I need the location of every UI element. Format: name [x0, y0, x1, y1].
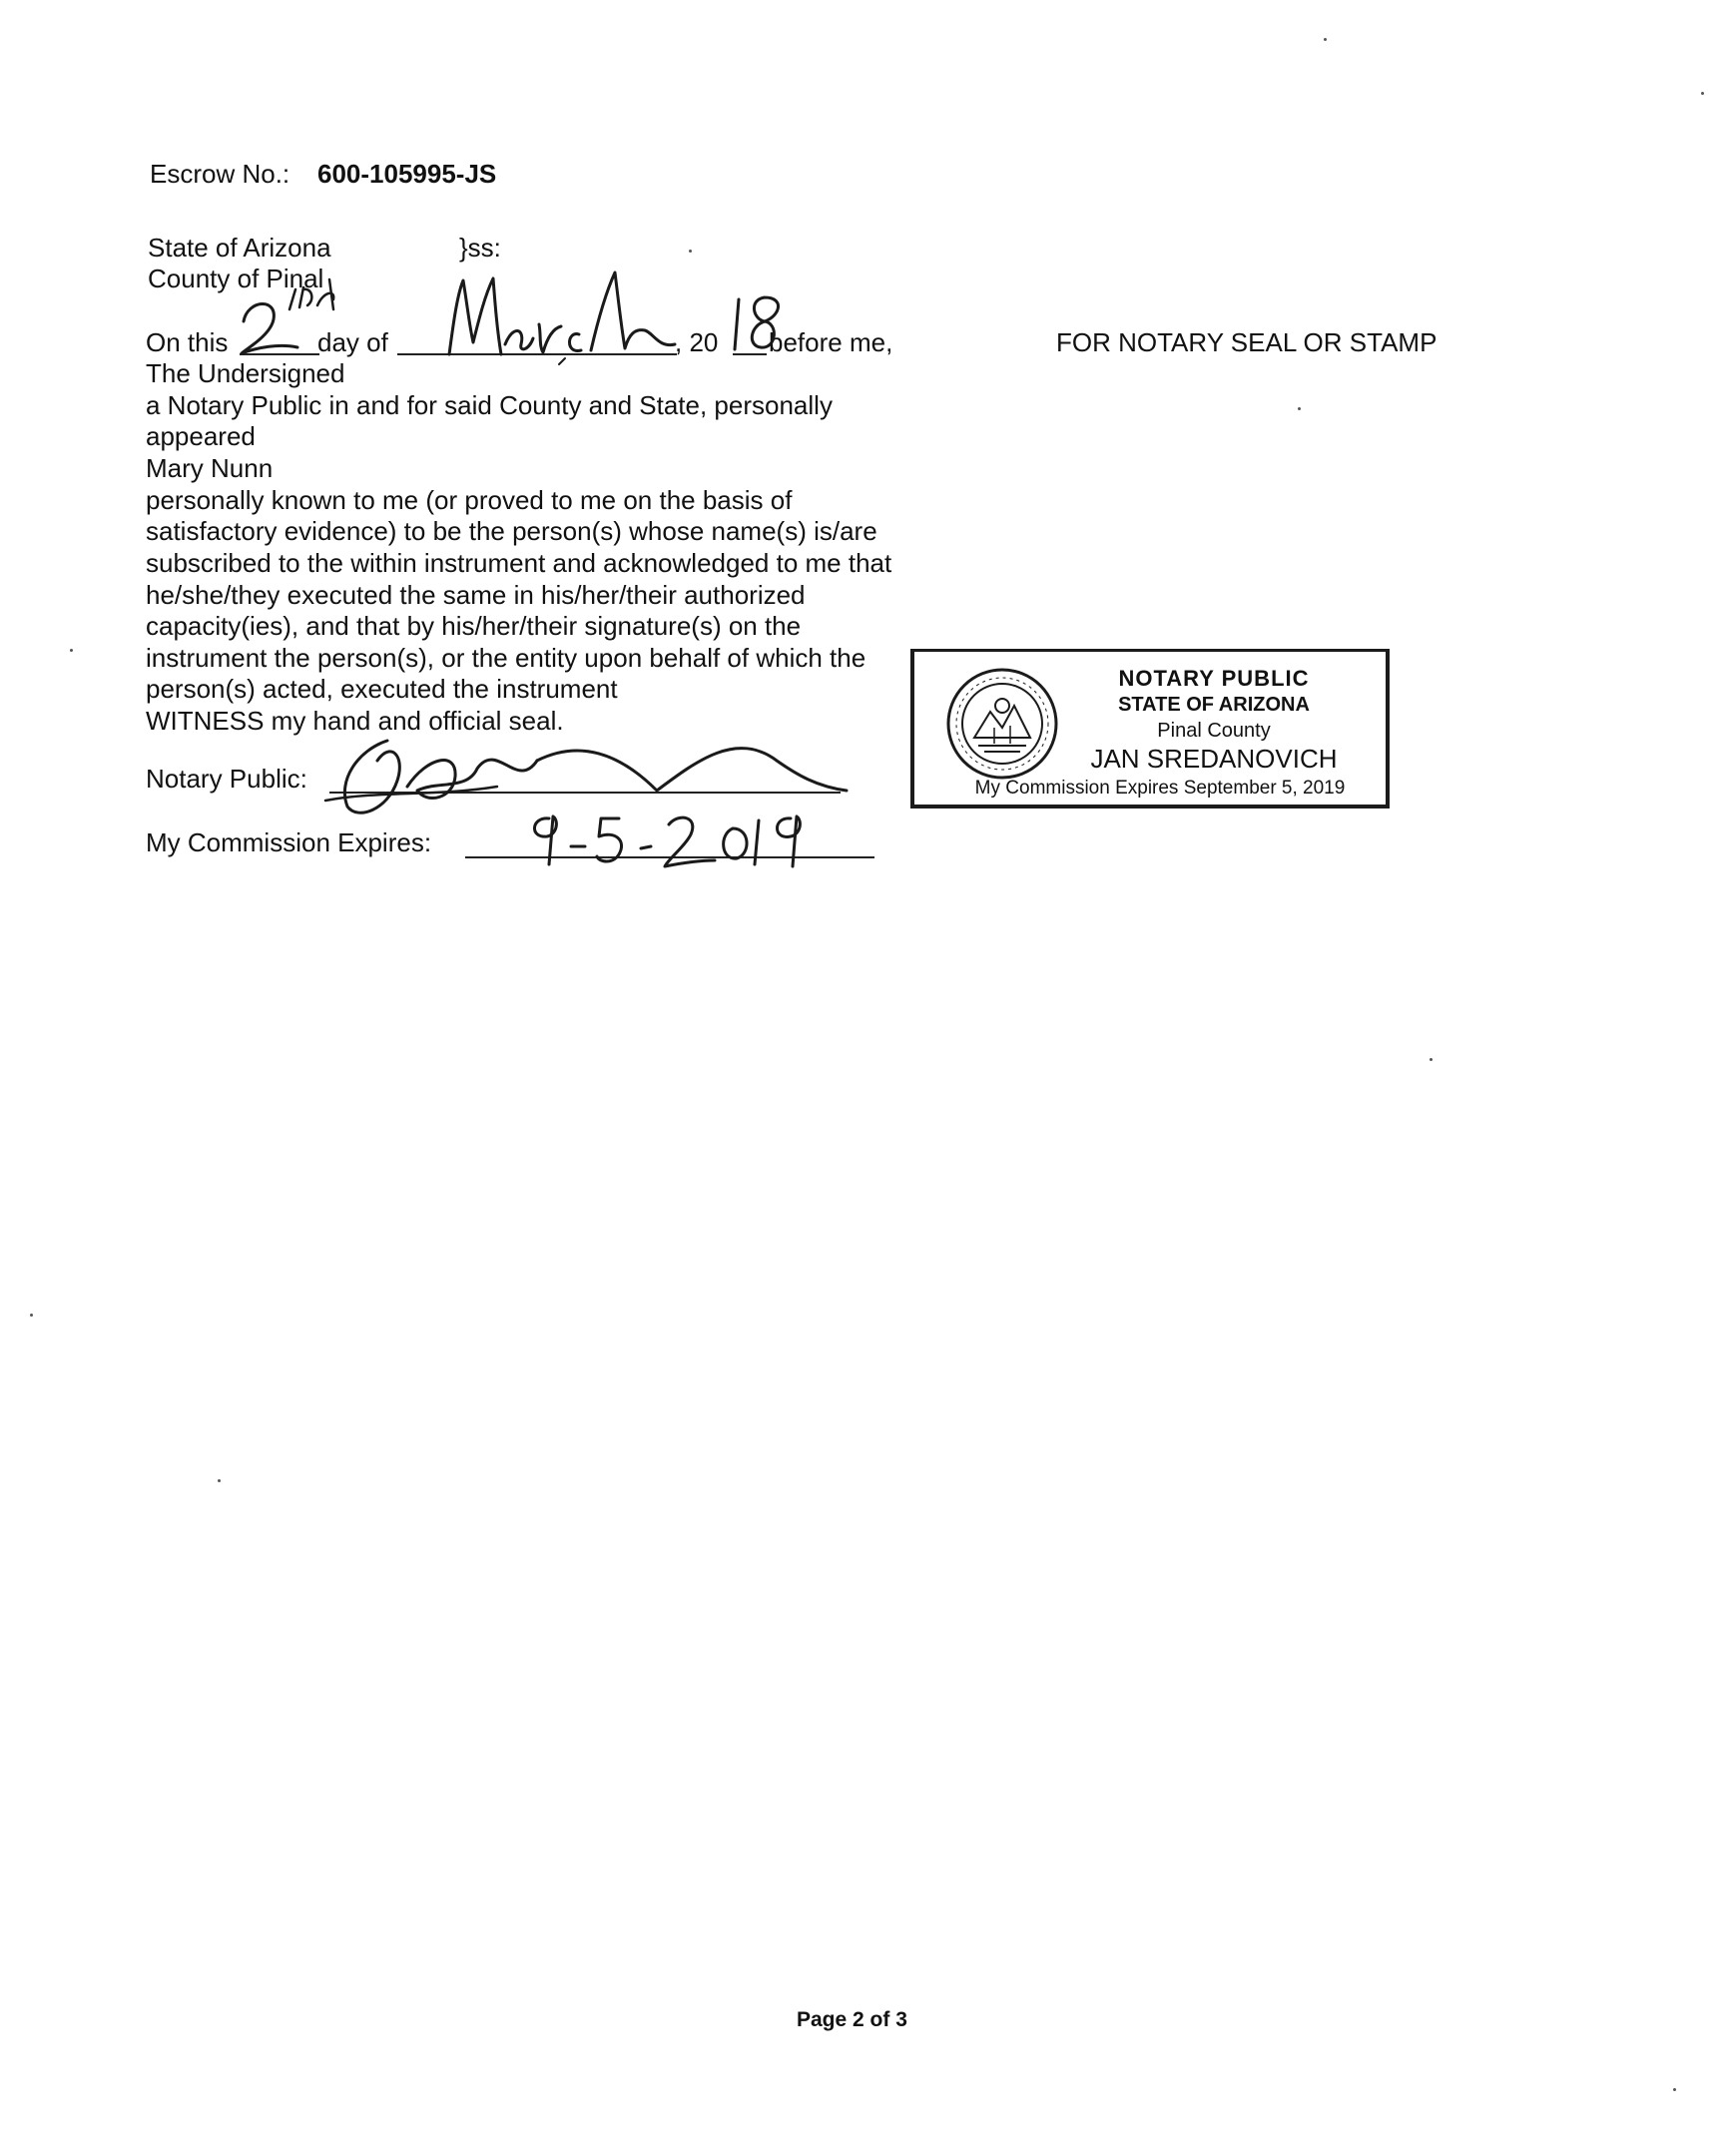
- stamp-notary-name: JAN SREDANOVICH: [1090, 744, 1338, 774]
- stamp-commission-expires: My Commission Expires September 5, 2019: [974, 778, 1346, 799]
- body-line-1: The Undersigned: [146, 358, 345, 388]
- day-of-text: day of: [317, 327, 388, 357]
- scan-speck: [1701, 92, 1704, 95]
- stamp-county: Pinal County: [1157, 720, 1271, 742]
- body-line-10: instrument the person(s), or the entity upon behalf of which the: [146, 643, 866, 673]
- stamp-state: STATE OF ARIZONA: [1118, 694, 1310, 716]
- venue-county: County of Pinal: [148, 264, 324, 293]
- handwritten-year-18: [725, 289, 795, 359]
- body-line-8: he/she/they executed the same in his/her/their authorized: [146, 580, 806, 610]
- body-line-signer-name: Mary Nunn: [146, 453, 274, 483]
- body-line-2: a Notary Public in and for said County and State, personally: [146, 390, 833, 420]
- arizona-state-seal-icon: [944, 666, 1060, 782]
- scan-speck: [1673, 2088, 1676, 2091]
- handwritten-commission-date: [519, 805, 829, 874]
- stamp-notary-public: NOTARY PUBLIC: [1118, 666, 1310, 691]
- escrow-label: Escrow No.:: [150, 159, 290, 189]
- handwritten-month-march: [439, 265, 679, 364]
- body-line-5: personally known to me (or proved to me on the basis of: [146, 485, 793, 515]
- scan-speck: [1324, 38, 1327, 41]
- notary-public-label: Notary Public:: [146, 764, 307, 794]
- escrow-number: 600-105995-JS: [317, 159, 497, 189]
- scan-speck: [1430, 1058, 1433, 1061]
- body-line-9: capacity(ies), and that by his/her/their signature(s) on the: [146, 611, 802, 641]
- comma-20-text: , 20: [675, 327, 719, 357]
- scan-speck: [218, 1479, 221, 1482]
- on-this-text: On this: [146, 327, 229, 357]
- page-number: Page 2 of 3: [797, 2008, 907, 2031]
- handwritten-day-2nd: [238, 270, 347, 359]
- commission-expires-label: My Commission Expires:: [146, 827, 432, 857]
- before-me-text: before me,: [769, 327, 893, 357]
- body-line-11: person(s) acted, executed the instrument: [146, 674, 618, 704]
- venue-ss: }ss:: [459, 233, 501, 263]
- scan-speck: [30, 1314, 33, 1317]
- body-line-6: satisfactory evidence) to be the person(s) whose name(s) is/are: [146, 516, 877, 546]
- body-line-7: subscribed to the within instrument and acknowledged to me that: [146, 548, 892, 578]
- scan-speck: [1298, 407, 1301, 410]
- notary-stamp: [910, 649, 1390, 808]
- seal-area-label: FOR NOTARY SEAL OR STAMP: [1056, 327, 1438, 357]
- scan-speck: [70, 649, 73, 652]
- body-line-witness: WITNESS my hand and official seal.: [146, 706, 564, 736]
- scan-speck: [689, 250, 692, 253]
- body-line-3: appeared: [146, 421, 256, 451]
- venue-state: State of Arizona: [148, 233, 331, 263]
